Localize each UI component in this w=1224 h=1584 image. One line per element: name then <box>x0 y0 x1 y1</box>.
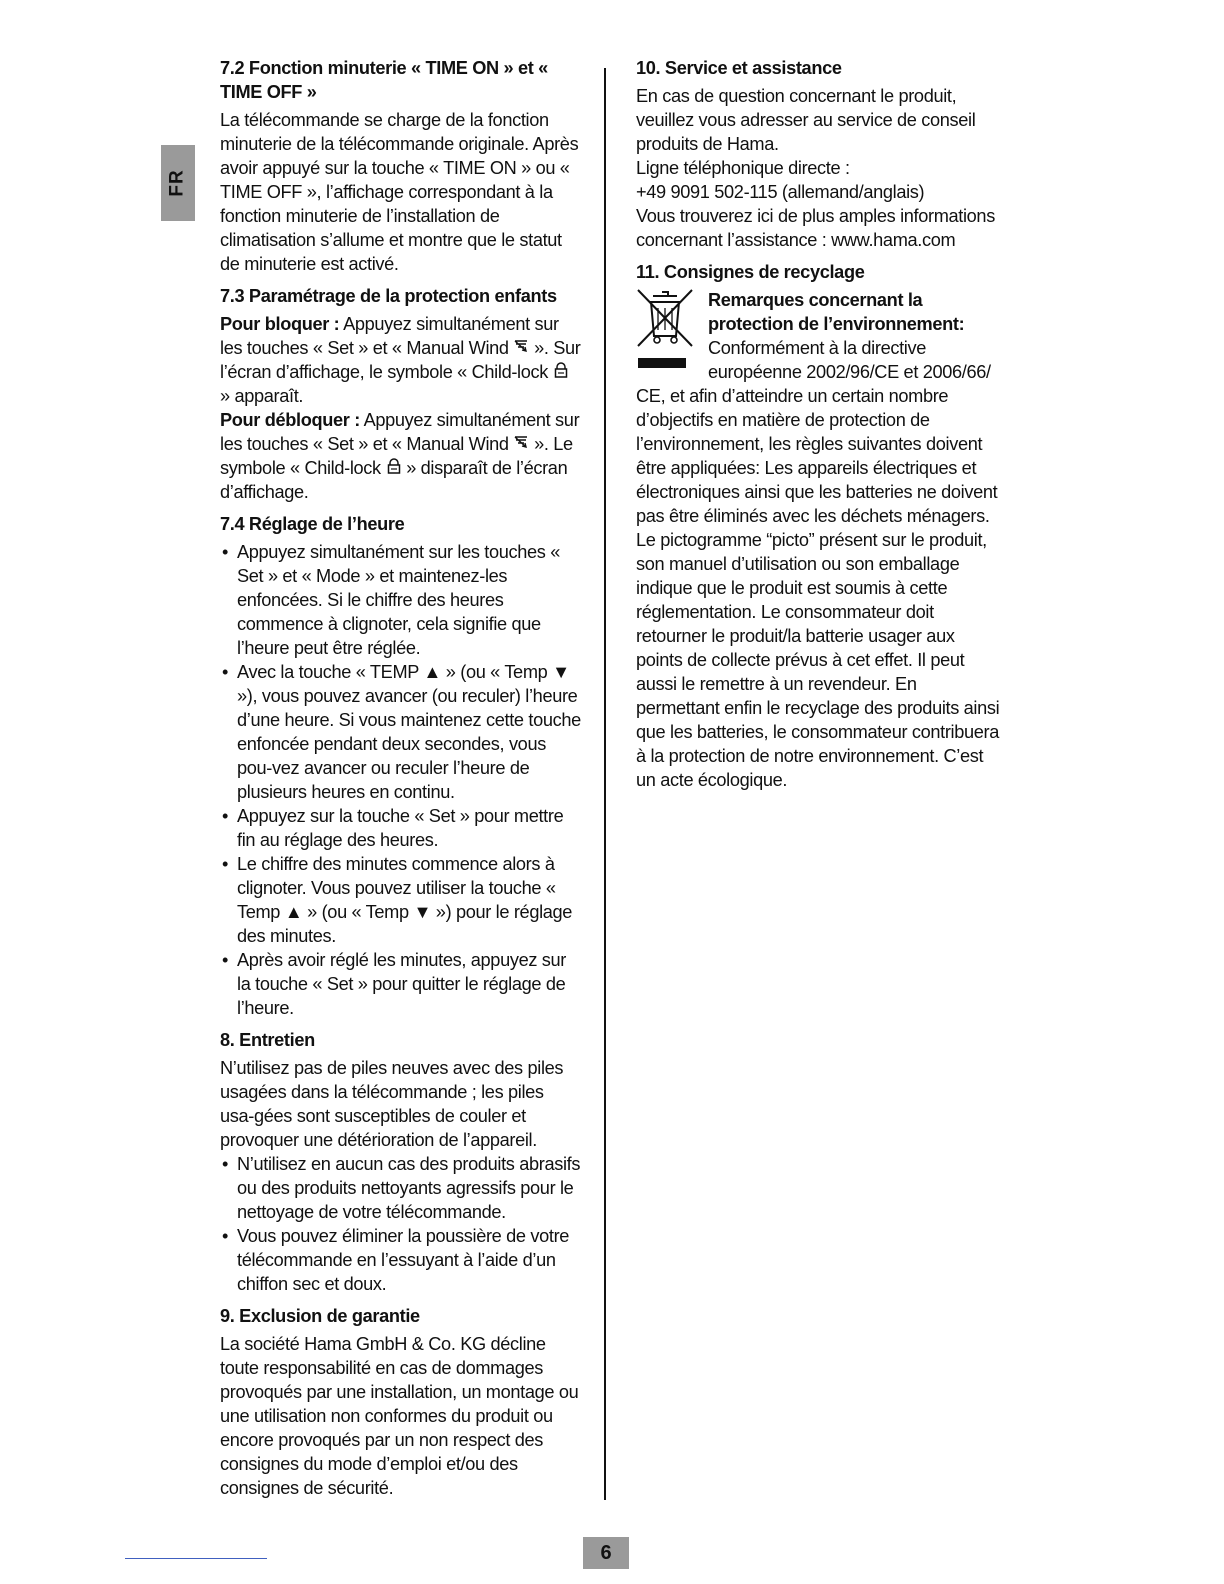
column-divider <box>604 68 606 1500</box>
section-10 <box>636 56 1001 252</box>
service-text: En cas de question concernant le produit, veuillez vous adresser au service de conseil produits de Hama. <box>636 86 976 154</box>
bullet-list <box>220 1152 582 1296</box>
lock-paragraph <box>220 312 582 408</box>
list-item: • Le chiffre des minutes commence alors à clignoter. Vous pouvez utiliser la touche « Temp ▲ » (ou « Temp ▼ ») pour le réglage des minutes. <box>220 852 582 948</box>
footer-rule <box>125 1558 267 1559</box>
unlock-text-1: Appuyez simultanément sur les touches « Set » et « Manual Wind <box>220 410 580 454</box>
list-item: • Avec la touche « TEMP ▲ » (ou « Temp ▼ »), vous pouvez avancer (ou reculer) l’heure d’une heure. Si vous maintenez cette touche enfoncée pendant deux secondes, vous pou-vez avancer ou reculer l’heure de plusieurs heures en continu. <box>220 660 582 804</box>
directive-line-b: européenne 2002/96/CE et 2006/66/ <box>708 362 991 382</box>
unlock-paragraph <box>220 408 582 504</box>
page-number: 6 <box>583 1537 629 1569</box>
list-item: • Vous pouvez éliminer la poussière de votre télécommande en l’essuyant à l’aide d’un chiffon sec et doux. <box>220 1224 582 1296</box>
section-7-2 <box>220 56 582 276</box>
list-item: • Appuyez sur la touche « Set » pour mettre fin au réglage des heures. <box>220 804 582 852</box>
hotline-number: +49 9091 502-115 (allemand/anglais) <box>636 182 925 202</box>
crossed-bin-icon <box>636 288 694 372</box>
recycling-notice <box>636 288 1001 792</box>
env-subtitle-line-1: Remarques concernant la <box>708 290 923 310</box>
section-11 <box>636 260 1001 792</box>
section-title: 7.4 Réglage de l’heure <box>220 514 405 534</box>
section-title: 10. Service et assistance <box>636 58 842 78</box>
env-subtitle-line-2: protection de l’environnement: <box>708 314 965 334</box>
section-8 <box>220 1028 582 1296</box>
left-column <box>220 56 582 1508</box>
section-body: La télécommande se charge de la fonction minuterie de la télécommande originale. Après avoir appuyé sur la touche « TIME ON » ou « TIME OFF », l’affichage correspondant à la fonction minuterie de l’installation de climatisation s’allume et montre que le statut de minuterie est activé. <box>220 110 579 274</box>
section-body: La société Hama GmbH & Co. KG décline toute responsabilité en cas de dommages provoqués par une installation, un montage ou une utilisation non conformes du produit ou encore provoqués par un non respect des consignes du mode d’emploi et/ou des consignes de sécurité. <box>220 1334 579 1498</box>
language-label: FR <box>166 169 188 197</box>
lock-label: Pour bloquer : <box>220 314 340 334</box>
unlock-text-3: » disparaît de l’écran d’affichage. <box>220 458 568 502</box>
section-title: 8. Entretien <box>220 1030 315 1050</box>
list-item: • Après avoir réglé les minutes, appuyez sur la touche « Set » pour quitter le réglage de l’heure. <box>220 948 582 1020</box>
fan-icon <box>513 434 529 450</box>
unlock-label: Pour débloquer : <box>220 410 360 430</box>
recycling-body: CE, et afin d’atteindre un certain nombre d’objectifs en matière de protection de l’environnement, les règles suivantes doivent être appliquées: Les appareils électriques et électroniques ainsi que les batteries ne doivent pas être éliminés avec les déchets ménagers. Le pictogramme “picto” présent sur le produit, son manuel d’utilisation ou son emballage indique que le produit est soumis à cette réglementation. Le consommateur doit retourner le produit/la batterie usager aux points de collecte prévus à cet effet. Il peut aussi le remettre à un revendeur. En permettant enfin le recyclage des produits ainsi que les batteries, le consommateur contribuera à la protection de notre environnement. C’est un acte écologique. <box>636 386 1000 790</box>
unlock-text-2: ». Le symbole « Child-lock <box>220 434 573 478</box>
right-column <box>636 56 1001 800</box>
fan-icon <box>513 338 529 354</box>
directive-line-a: Conformément à la directive <box>708 338 926 358</box>
child-lock-icon <box>386 458 402 474</box>
hotline-label: Ligne téléphonique directe : <box>636 158 850 178</box>
section-7-4 <box>220 512 582 1020</box>
language-tab <box>161 145 195 221</box>
section-title: 11. Consignes de recyclage <box>636 262 865 282</box>
bullet-list <box>220 540 582 1020</box>
child-lock-icon <box>553 362 569 378</box>
support-info: Vous trouverez ici de plus amples informations concernant l’assistance : www.hama.com <box>636 206 995 250</box>
lock-text-1: Appuyez simultanément sur les touches « Set » et « Manual Wind <box>220 314 559 358</box>
list-item: • N’utilisez en aucun cas des produits abrasifs ou des produits nettoyants agressifs pour le nettoyage de votre télécommande. <box>220 1152 582 1224</box>
list-item: • Appuyez simultanément sur les touches « Set » et « Mode » et maintenez-les enfoncées. Si le chiffre des heures commence à clignoter, cela signifie que l’heure peut être réglée. <box>220 540 582 660</box>
lock-text-3: » apparaît. <box>220 386 304 406</box>
section-title: 7.2 Fonction minuterie « TIME ON » et « TIME OFF » <box>220 58 548 102</box>
section-9 <box>220 1304 582 1500</box>
section-7-3 <box>220 284 582 504</box>
section-title: 9. Exclusion de garantie <box>220 1306 420 1326</box>
section-body: N’utilisez pas de piles neuves avec des piles usagées dans la télécommande ; les piles usa-gées sont susceptibles de couler et provoquer une détérioration de l’appareil. <box>220 1058 564 1150</box>
lock-text-2: ». Sur l’écran d’affichage, le symbole « Child-lock <box>220 338 581 382</box>
section-title: 7.3 Paramétrage de la protection enfants <box>220 286 557 306</box>
